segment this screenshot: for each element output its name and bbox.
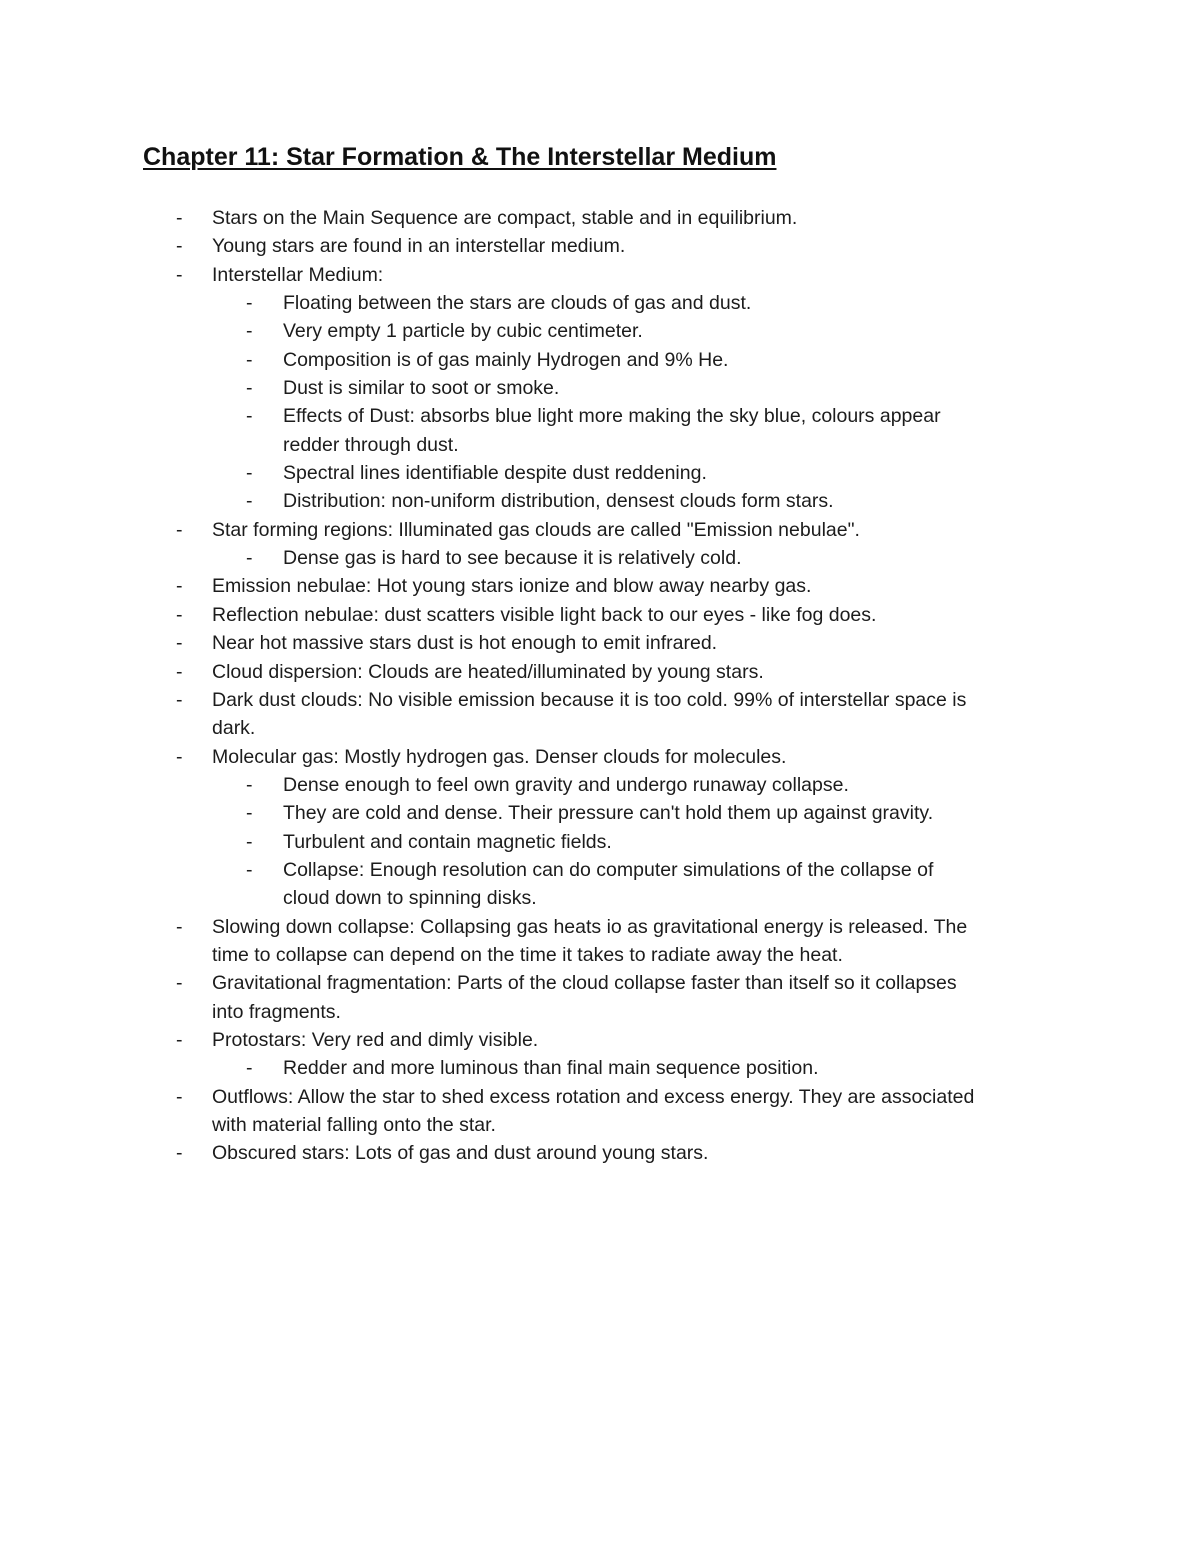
bullet-dash: - [246, 1057, 253, 1080]
list-item-text: Slowing down collapse: Collapsing gas heats io as gravitational energy is released. The time to collapse can depend on the time it takes to radiate away the heat. [212, 915, 968, 966]
sub-list-item [0, 402, 1013, 459]
list-item-text: Dense gas is hard to see because it is relatively cold. [283, 547, 742, 570]
list-item [0, 601, 1062, 629]
bullet-dash: - [176, 207, 183, 229]
list-item-text: Very empty 1 particle by cubic centimeter. [283, 320, 643, 343]
sub-list-item [0, 289, 1013, 317]
list-item-text: Dark dust clouds: No visible emission because it is too cold. 99% of interstellar space is dark. [212, 688, 967, 740]
list-item [0, 1083, 1062, 1140]
list-item-text: Stars on the Main Sequence are compact, stable and in equilibrium. [212, 207, 798, 229]
list-item-text: Collapse: Enough resolution can do computer simulations of the collapse of cloud down to spinning disks. [283, 858, 934, 910]
list-item [0, 743, 1062, 771]
list-item-text: Composition is of gas mainly Hydrogen and 9% He. [283, 348, 729, 371]
sub-list-item [0, 828, 1013, 856]
list-item-text: Young stars are found in an interstellar medium. [212, 235, 626, 258]
bullet-dash: - [176, 972, 183, 995]
bullet-dash: - [176, 575, 183, 598]
bullet-dash: - [246, 490, 253, 513]
sub-list-item [0, 799, 1013, 827]
bullet-dash: - [246, 377, 253, 400]
list-item [0, 232, 1062, 260]
list-item [0, 516, 1062, 544]
list-item-text: Dense enough to feel own gravity and undergo runaway collapse. [283, 773, 849, 796]
list-item-text: Redder and more luminous than final main sequence position. [283, 1057, 819, 1080]
list-item-text: Near hot massive stars dust is hot enough to emit infrared. [212, 632, 718, 655]
bullet-dash: - [246, 802, 253, 825]
list-item-text: Protostars: Very red and dimly visible. [212, 1028, 539, 1051]
list-item-text: Effects of Dust: absorbs blue light more making the sky blue, colours appear redder through dust. [283, 405, 941, 456]
list-item-text: Emission nebulae: Hot young stars ionize and blow away nearby gas. [212, 575, 812, 598]
bullet-dash: - [176, 603, 183, 626]
bullet-dash: - [246, 320, 253, 343]
list-item-text: Spectral lines identifiable despite dust reddening. [283, 462, 707, 485]
bullet-dash: - [176, 235, 183, 258]
list-item [0, 658, 1062, 686]
list-item-text: Floating between the stars are clouds of gas and dust. [283, 292, 752, 315]
list-item-text: Gravitational fragmentation: Parts of the cloud collapse faster than itself so it collapses into fragments. [212, 972, 957, 1023]
list-item [0, 629, 1062, 657]
bullet-dash: - [246, 462, 253, 485]
list-item-text: Cloud dispersion: Clouds are heated/illuminated by young stars. [212, 660, 764, 683]
bullet-dash: - [176, 688, 183, 711]
list-item-text: Reflection nebulae: dust scatters visible light back to our eyes - like fog does. [212, 603, 877, 626]
list-item-text: Outflows: Allow the star to shed excess rotation and excess energy. They are associated with material falling onto the star. [212, 1085, 975, 1136]
list-item [0, 1139, 1062, 1167]
sub-list-item [0, 346, 1013, 374]
list-item-text: Star forming regions: Illuminated gas clouds are called "Emission nebulae". [212, 518, 860, 541]
sub-list-item [0, 544, 1013, 572]
bullet-dash: - [246, 547, 253, 570]
bullet-dash: - [246, 773, 253, 796]
sub-list-item [0, 487, 1013, 515]
bullet-dash: - [176, 1028, 183, 1051]
sub-list-item [0, 1054, 1013, 1082]
list-item [0, 969, 1062, 1026]
list-item [0, 686, 1062, 743]
sub-list-item [0, 771, 1013, 799]
list-item-text: Distribution: non-uniform distribution, densest clouds form stars. [283, 490, 834, 513]
sub-list-item [0, 374, 1013, 402]
bullet-dash: - [176, 1142, 183, 1165]
list-item-text: They are cold and dense. Their pressure can't hold them up against gravity. [283, 802, 934, 825]
list-item [0, 913, 1062, 970]
bullet-dash: - [246, 292, 253, 315]
list-item [0, 261, 1062, 289]
list-item [0, 572, 1062, 600]
bullet-dash: - [246, 830, 253, 853]
list-item-text: Dust is similar to soot or smoke. [283, 377, 560, 400]
bullet-dash: - [176, 632, 183, 655]
bullet-dash: - [246, 405, 253, 428]
bullet-dash: - [176, 660, 183, 683]
page-title: Chapter 11: Star Formation & The Interstellar Medium [143, 143, 777, 171]
sub-list-item [0, 317, 1013, 345]
list-item-text: Obscured stars: Lots of gas and dust around young stars. [212, 1142, 709, 1165]
bullet-dash: - [246, 858, 253, 881]
sub-list-item [0, 459, 1013, 487]
list-item-text: Interstellar Medium: [212, 263, 384, 286]
notes-list [0, 204, 1200, 1168]
bullet-dash: - [176, 518, 183, 541]
list-item [0, 1026, 1062, 1054]
bullet-dash: - [176, 745, 183, 768]
list-item-text: Molecular gas: Mostly hydrogen gas. Denser clouds for molecules. [212, 745, 787, 768]
sub-list-item [0, 856, 1013, 913]
bullet-dash: - [176, 263, 183, 286]
list-item-text: Turbulent and contain magnetic fields. [283, 830, 612, 853]
bullet-dash: - [176, 1085, 183, 1108]
list-item [0, 204, 1062, 232]
bullet-dash: - [246, 348, 253, 371]
bullet-dash: - [176, 915, 183, 938]
